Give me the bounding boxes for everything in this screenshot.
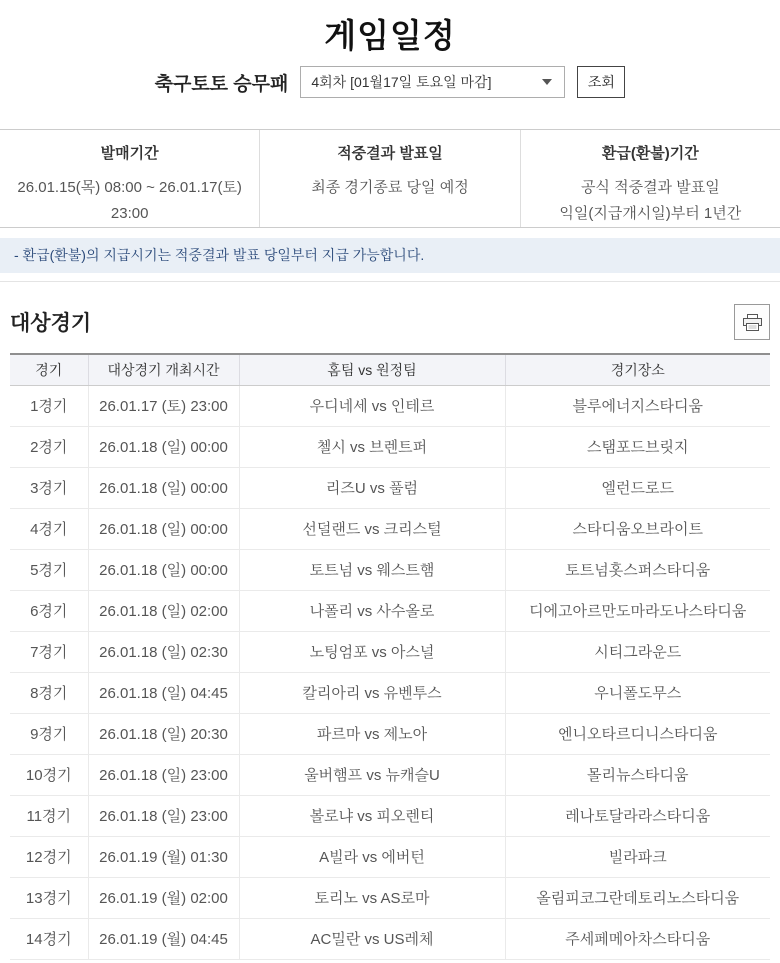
match-teams-cell: 파르마 vs 제노아 xyxy=(239,713,505,754)
match-time-cell: 26.01.17 (토) 23:00 xyxy=(88,385,239,426)
match-venue-cell: 빌라파크 xyxy=(505,836,770,877)
match-venue-cell: 시티그라운드 xyxy=(505,631,770,672)
match-teams-cell: 선덜랜드 vs 크리스털 xyxy=(239,508,505,549)
table-row xyxy=(10,795,770,836)
match-no-cell: 12경기 xyxy=(10,836,88,877)
match-time-cell: 26.01.18 (일) 23:00 xyxy=(88,754,239,795)
refund-period-column xyxy=(520,130,780,227)
game-type-label: 축구토토 승무패 xyxy=(154,73,289,95)
match-no-cell: 9경기 xyxy=(10,713,88,754)
match-no-cell: 3경기 xyxy=(10,467,88,508)
result-date-title: 적중결과 발표일 xyxy=(337,145,443,162)
column-header-match-no: 경기 xyxy=(10,354,88,385)
refund-period-title: 환급(환불)기간 xyxy=(601,145,699,162)
page-title: 게임일정 xyxy=(324,17,456,54)
table-row xyxy=(10,508,770,549)
game-filter-row xyxy=(0,65,780,99)
round-select[interactable] xyxy=(300,66,565,98)
match-venue-cell: 스탬포드브릿지 xyxy=(505,426,770,467)
match-venue-cell: 엔니오타르디니스타디움 xyxy=(505,713,770,754)
match-time-cell: 26.01.18 (일) 00:00 xyxy=(88,426,239,467)
match-time-cell: 26.01.18 (일) 04:45 xyxy=(88,672,239,713)
match-teams-cell: AC밀란 vs US레체 xyxy=(239,918,505,959)
target-games-header xyxy=(10,304,770,340)
table-row xyxy=(10,426,770,467)
column-header-match-time: 대상경기 개최시간 xyxy=(88,354,239,385)
match-time-cell: 26.01.18 (일) 02:30 xyxy=(88,631,239,672)
result-date-value: 최종 경기종료 당일 예정 xyxy=(311,179,469,196)
match-no-cell: 14경기 xyxy=(10,918,88,959)
sale-period-value: 26.01.15(목) 08:00 ~ 26.01.17(토) 23:00 xyxy=(17,179,242,222)
match-time-cell: 26.01.18 (일) 02:00 xyxy=(88,590,239,631)
match-time-cell: 26.01.18 (일) 00:00 xyxy=(88,508,239,549)
match-time-cell: 26.01.19 (월) 02:00 xyxy=(88,877,239,918)
section-title: 대상경기 xyxy=(10,312,92,335)
round-select-value: 4회차 [01월17일 토요일 마감] xyxy=(311,74,492,90)
table-row xyxy=(10,754,770,795)
refund-notice: - 환급(환불)의 지급시기는 적중결과 발표 당일부터 지급 가능합니다. xyxy=(0,238,780,273)
table-row xyxy=(10,590,770,631)
match-teams-cell: 볼로냐 vs 피오렌티 xyxy=(239,795,505,836)
refund-period-value-line1: 공식 적중결과 발표일 xyxy=(580,179,720,196)
sale-info-section xyxy=(0,129,780,228)
match-venue-cell: 우니폴도무스 xyxy=(505,672,770,713)
table-row xyxy=(10,385,770,426)
table-row xyxy=(10,918,770,959)
match-time-cell: 26.01.18 (일) 23:00 xyxy=(88,795,239,836)
table-row xyxy=(10,549,770,590)
result-date-column xyxy=(259,130,519,227)
match-time-cell: 26.01.19 (월) 01:30 xyxy=(88,836,239,877)
section-divider xyxy=(0,281,780,282)
match-no-cell: 10경기 xyxy=(10,754,88,795)
table-row xyxy=(10,713,770,754)
match-teams-cell: 토트넘 vs 웨스트햄 xyxy=(239,549,505,590)
column-header-venue: 경기장소 xyxy=(505,354,770,385)
printer-icon xyxy=(743,314,762,331)
match-no-cell: 7경기 xyxy=(10,631,88,672)
match-venue-cell: 올림피코그란데토리노스타디움 xyxy=(505,877,770,918)
table-row xyxy=(10,836,770,877)
match-venue-cell: 디에고아르만도마라도나스타디움 xyxy=(505,590,770,631)
column-header-teams: 홈팀 vs 원정팀 xyxy=(239,354,505,385)
table-header-row xyxy=(10,354,770,385)
match-teams-cell: 나폴리 vs 사수올로 xyxy=(239,590,505,631)
match-teams-cell: 첼시 vs 브렌트퍼 xyxy=(239,426,505,467)
print-button[interactable] xyxy=(734,304,770,340)
match-teams-cell: 리즈U vs 풀럼 xyxy=(239,467,505,508)
match-teams-cell: 칼리아리 vs 유벤투스 xyxy=(239,672,505,713)
match-time-cell: 26.01.18 (일) 00:00 xyxy=(88,549,239,590)
match-teams-cell: 토리노 vs AS로마 xyxy=(239,877,505,918)
match-time-cell: 26.01.19 (월) 04:45 xyxy=(88,918,239,959)
chevron-down-icon xyxy=(542,79,552,85)
table-row xyxy=(10,877,770,918)
match-no-cell: 1경기 xyxy=(10,385,88,426)
match-venue-cell: 블루에너지스타디움 xyxy=(505,385,770,426)
search-button[interactable]: 조회 xyxy=(577,66,625,98)
match-no-cell: 11경기 xyxy=(10,795,88,836)
match-venue-cell: 스타디움오브라이트 xyxy=(505,508,770,549)
schedule-table xyxy=(10,353,770,960)
match-teams-cell: A빌라 vs 에버턴 xyxy=(239,836,505,877)
match-venue-cell: 몰리뉴스타디움 xyxy=(505,754,770,795)
table-row xyxy=(10,467,770,508)
table-row xyxy=(10,672,770,713)
match-venue-cell: 엘런드로드 xyxy=(505,467,770,508)
match-no-cell: 2경기 xyxy=(10,426,88,467)
match-teams-cell: 우디네세 vs 인테르 xyxy=(239,385,505,426)
table-row xyxy=(10,631,770,672)
match-no-cell: 6경기 xyxy=(10,590,88,631)
refund-period-value-line2: 익일(지급개시일)부터 1년간 xyxy=(559,205,742,222)
match-no-cell: 4경기 xyxy=(10,508,88,549)
match-venue-cell: 레나토달라라스타디움 xyxy=(505,795,770,836)
sale-period-title: 발매기간 xyxy=(100,145,159,162)
sale-period-column xyxy=(0,130,259,227)
match-teams-cell: 노팅엄포 vs 아스널 xyxy=(239,631,505,672)
match-no-cell: 5경기 xyxy=(10,549,88,590)
match-no-cell: 13경기 xyxy=(10,877,88,918)
match-venue-cell: 주세페메아차스타디움 xyxy=(505,918,770,959)
match-venue-cell: 토트넘홋스퍼스타디움 xyxy=(505,549,770,590)
match-time-cell: 26.01.18 (일) 20:30 xyxy=(88,713,239,754)
match-no-cell: 8경기 xyxy=(10,672,88,713)
match-time-cell: 26.01.18 (일) 00:00 xyxy=(88,467,239,508)
match-teams-cell: 울버햄프 vs 뉴캐슬U xyxy=(239,754,505,795)
